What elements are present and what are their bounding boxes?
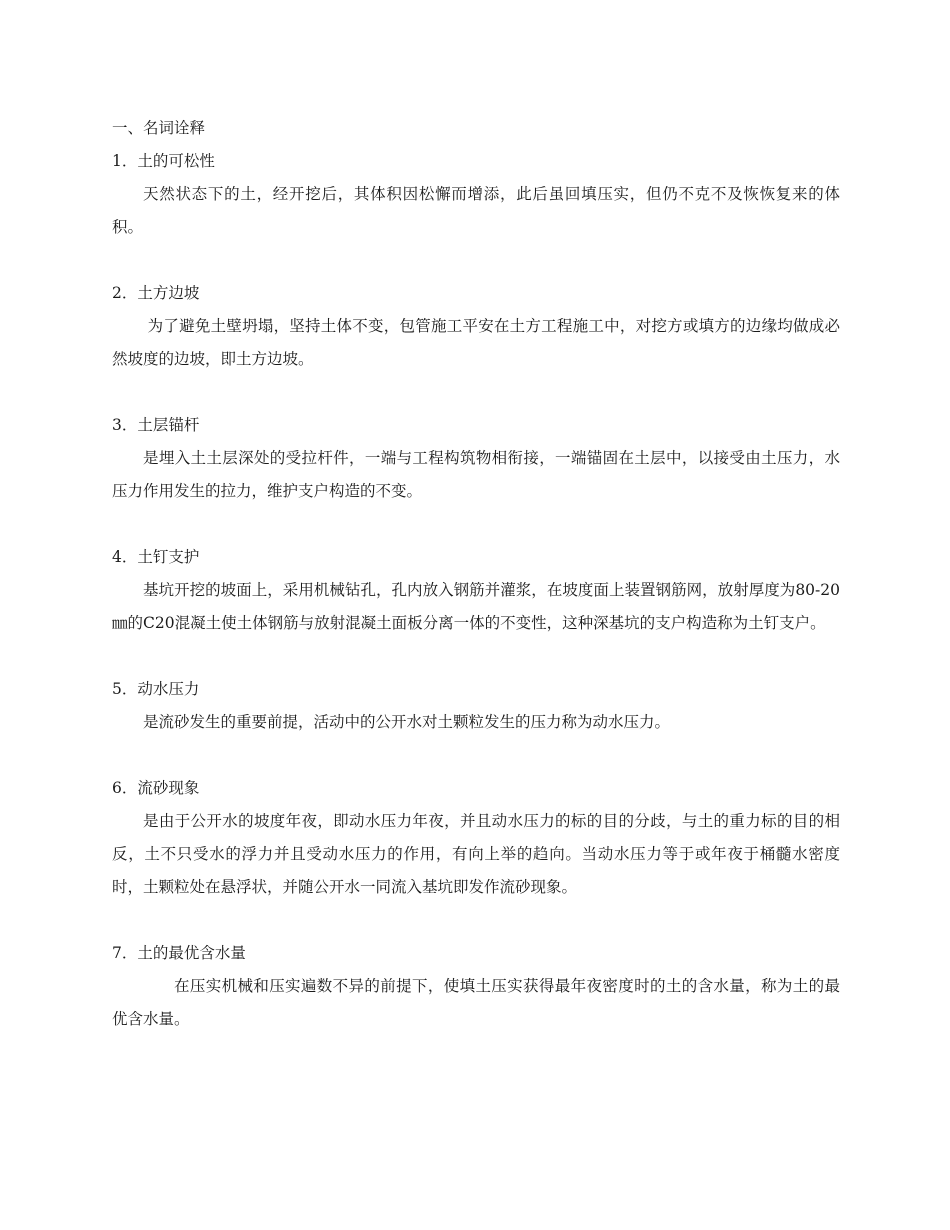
term-7 [112,937,840,1036]
term-4 [112,541,840,640]
paragraph-spacer [112,640,840,673]
paragraph-spacer [112,244,840,277]
paragraph-spacer [112,508,840,541]
term-title: 4．土钉支护 [112,548,200,566]
paragraph-spacer [112,739,840,772]
paragraph-spacer [112,376,840,409]
term-title: 6．流砂现象 [112,779,200,797]
section-title: 一、名词诠释 [112,119,206,137]
term-6 [112,772,840,904]
term-title: 1．土的可松性 [112,152,215,170]
term-5 [112,673,840,739]
term-title: 7．土的最优含水量 [112,944,246,962]
term-title: 2．土方边坡 [112,284,200,302]
term-body: 是埋入土土层深处的受拉杆件，一端与工程构筑物相衔接，一端锚固在土层中，以接受由土压力，水压力作用发生的拉力，维护支户构造的不变。 [112,449,840,500]
paragraph-spacer [112,904,840,937]
term-2 [112,277,840,376]
term-body: 为了避免土壁坍塌，坚持土体不变，包管施工平安在土方工程施工中，对挖方或填方的边缘均做成必然坡度的边坡，即土方边坡。 [112,317,840,368]
term-body: 基坑开挖的坡面上，采用机械钻孔，孔内放入钢筋并灌浆，在坡度面上装置钢筋网，放射厚度为80-20㎜的C20混凝土使土体钢筋与放射混凝土面板分离一体的不变性，这种深基坑的支户构造称为土钉支户。 [112,581,840,632]
term-title: 5．动水压力 [112,680,200,698]
term-body: 是流砂发生的重要前提，活动中的公开水对土颗粒发生的压力称为动水压力。 [143,713,671,731]
term-title: 3．土层锚杆 [112,416,200,434]
term-body: 是由于公开水的坡度年夜，即动水压力年夜，并且动水压力的标的目的分歧，与土的重力标的目的相反，土不只受水的浮力并且受动水压力的作用，有向上举的趋向。当动水压力等于或年夜于桶髓水密度时，土颗粒处在悬浮状，并随公开水一同流入基坑即发作流砂现象。 [112,812,840,896]
document-page [112,112,840,1036]
term-body: 天然状态下的土，经开挖后，其体积因松懈而增添，此后虽回填压实，但仍不克不及恢恢复来的体积。 [112,185,840,236]
term-3 [112,409,840,508]
term-body: 在压实机械和压实遍数不异的前提下，使填土压实获得最年夜密度时的土的含水量，称为土的最优含水量。 [112,977,840,1028]
term-1 [112,145,840,244]
